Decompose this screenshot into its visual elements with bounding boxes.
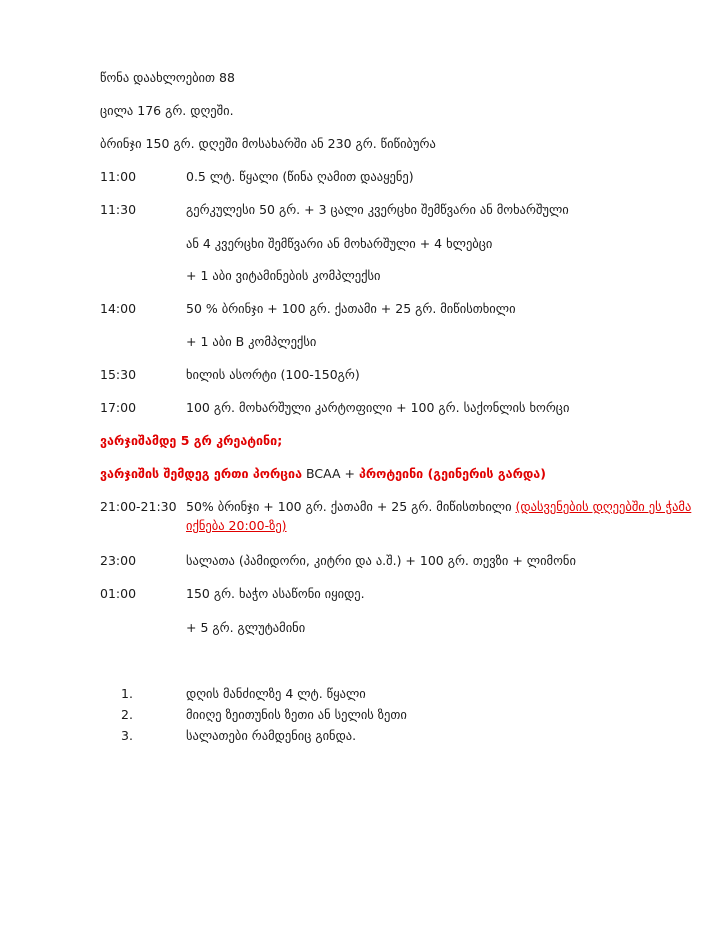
after-workout-bcaa: BCAA +	[302, 466, 359, 481]
meal-2100-text: 50% ბრინჯი + 100 გრ. ქათამი + 25 გრ. მიწისთხილი	[186, 499, 516, 514]
meal-0100-line2: + 5 გრ. გლუტამინი	[186, 620, 306, 635]
meal-1400-line2: + 1 აბი B კომპლექსი	[186, 334, 317, 349]
meal-2100-line1	[186, 499, 691, 514]
meal-2100-line2	[186, 518, 287, 533]
weight-line: წონა დაახლოებით 88	[100, 70, 235, 85]
list-item: სალათები რამდენიც გინდა.	[186, 728, 357, 743]
meal-2300: სალათა (პამიდორი, კიტრი და ა.შ.) + 100 გრ. თევზი + ლიმონი	[186, 553, 576, 568]
meal-1130-line1: გერკულესი 50 გრ. + 3 ცალი კვერცხი შემწვარი ან მოხარშული	[186, 202, 569, 217]
time-1400: 14:00	[100, 301, 137, 316]
list-item: დღის მანძილზე 4 ლტ. წყალი	[186, 686, 366, 701]
time-1530: 15:30	[100, 367, 137, 382]
meal-1700: 100 გრ. მოხარშული კარტოფილი + 100 გრ. საქონლის ხორცი	[186, 400, 570, 415]
protein-line: ცილა 176 გრ. დღეში.	[100, 103, 234, 118]
meal-1530: ხილის ასორტი (100-150გრ)	[186, 367, 360, 382]
meal-1100: 0.5 ლტ. წყალი (წინა ღამით დააყენე)	[186, 169, 414, 184]
list-item: მიიღე ზეითუნის ზეთი ან სელის ზეთი	[186, 707, 407, 722]
time-1700: 17:00	[100, 400, 137, 415]
meal-1130-line3: + 1 აბი ვიტამინების კომპლექსი	[186, 268, 381, 283]
after-workout-part1: ვარჯიშის შემდეგ ერთი პორცია	[100, 466, 303, 481]
rest-day-note: (დასვენების დღეებში ეს ჭამა	[515, 499, 692, 514]
after-workout-part2: პროტეინი (გეინერის გარდა)	[358, 466, 546, 481]
meal-1130-line2: ან 4 კვერცხი შემწვარი ან მოხარშული + 4 ხლებცი	[186, 236, 493, 251]
meal-0100-line1: 150 გრ. ხაჭო ასაწონი იყიდე.	[186, 586, 365, 601]
meal-1400-line1: 50 % ბრინჯი + 100 გრ. ქათამი + 25 გრ. მიწისთხილი	[186, 301, 516, 316]
time-0100: 01:00	[100, 586, 137, 601]
list-item-number: 2.	[121, 707, 133, 722]
time-1100: 11:00	[100, 169, 137, 184]
time-2300: 23:00	[100, 553, 137, 568]
time-1130: 11:30	[100, 202, 137, 217]
rice-line: ბრინჯი 150 გრ. დღეში მოსახარში ან 230 გრ. წიწიბურა	[100, 136, 436, 151]
list-item-number: 3.	[121, 728, 133, 743]
before-workout-note: ვარჯიშამდე 5 გრ კრეატინი;	[100, 433, 283, 448]
rest-day-note-cont: იქნება 20:00-ზე)	[186, 518, 287, 533]
after-workout-note	[100, 466, 546, 481]
time-2100: 21:00-21:30	[100, 499, 177, 514]
list-item-number: 1.	[121, 686, 133, 701]
